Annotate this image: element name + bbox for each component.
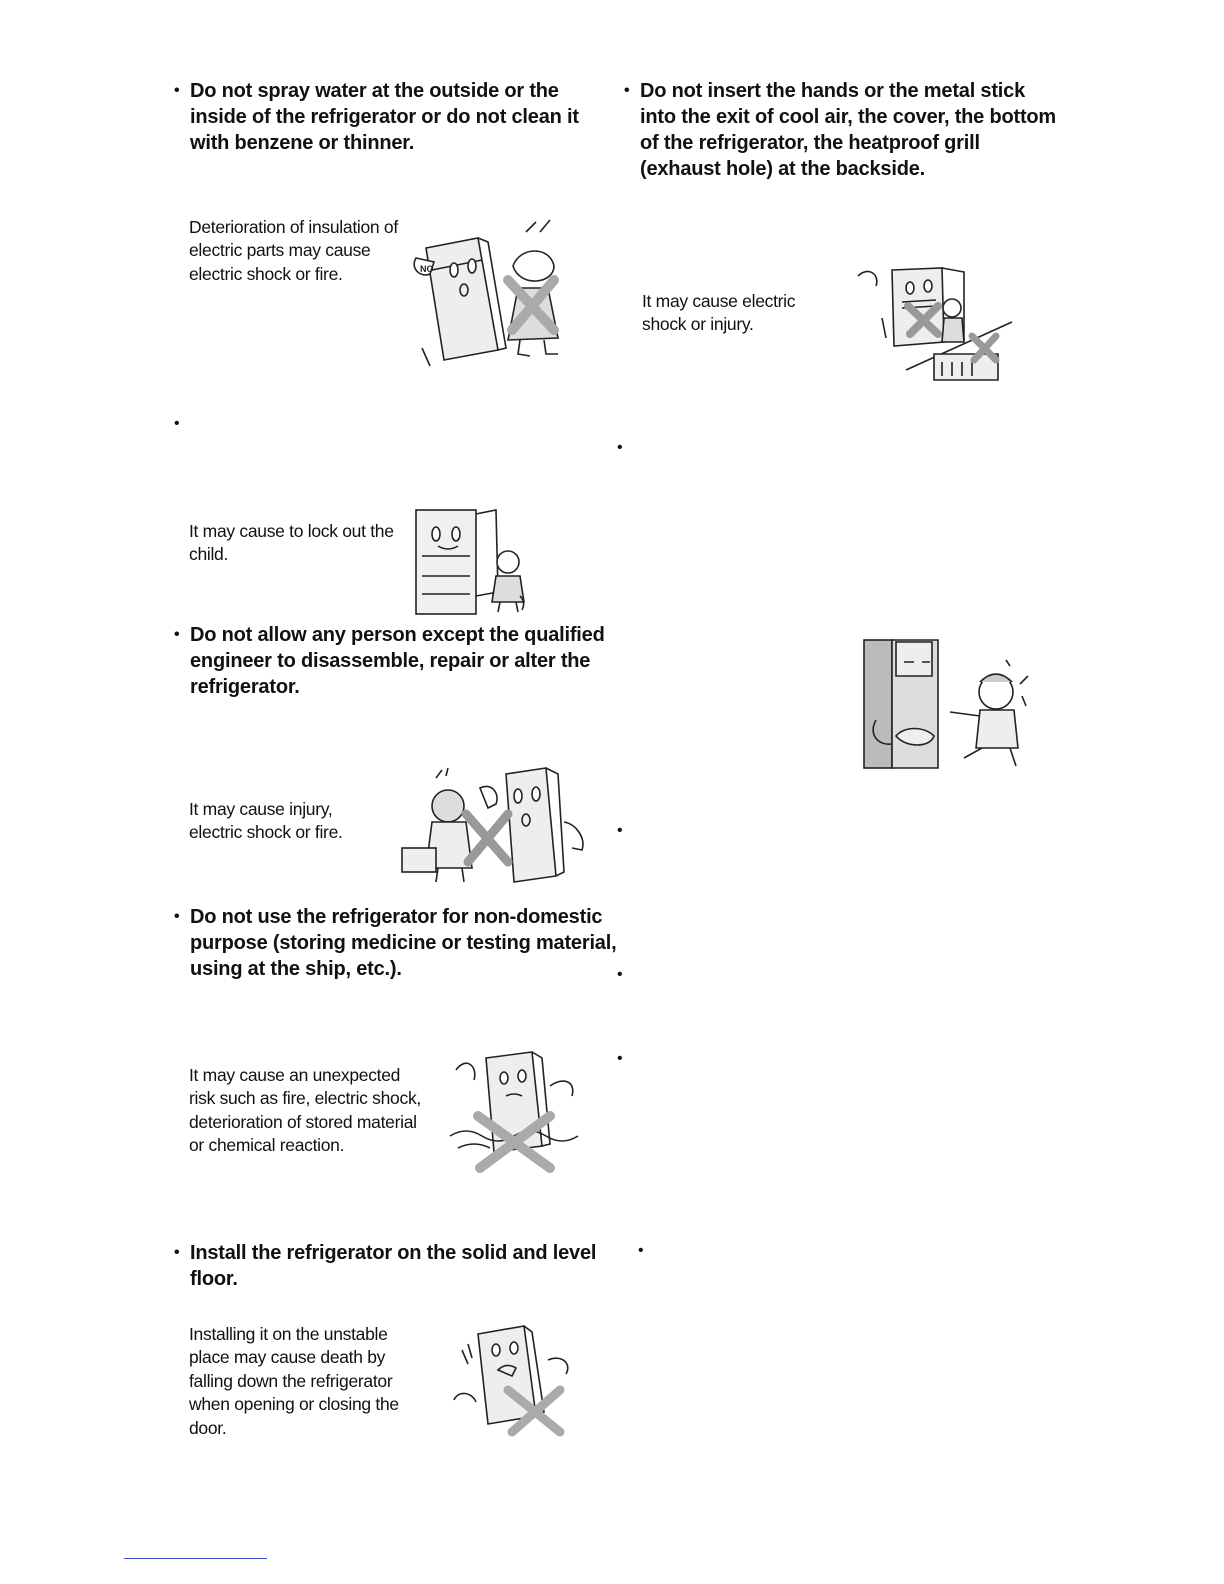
- child-in-refrigerator-illustration: [412, 506, 528, 616]
- no-hands-in-vents-illustration: [852, 262, 1014, 392]
- heading-text: Do not use the refrigerator for non-domestic purpose (storing medicine or testing material, using at the ship, etc.).: [190, 906, 617, 980]
- warning-heading-no-hands-in-vents: [624, 78, 1064, 182]
- bullet: •: [624, 82, 630, 99]
- heading-text: Do not spray water at the outside or the inside of the refrigerator or do not clean it with benzene or thinner.: [190, 80, 579, 154]
- empty-bullet-right-3: •: [617, 966, 623, 983]
- heading-text: Install the refrigerator on the solid and level floor.: [190, 1242, 597, 1290]
- empty-bullet-right-5: •: [638, 1242, 644, 1259]
- bullet: •: [174, 908, 180, 925]
- footer-rule: [124, 1558, 267, 1559]
- warning-body-no-hands-in-vents: It may cause electric shock or injury.: [642, 291, 796, 335]
- warning-body-no-disassemble: It may cause injury, electric shock or fire.: [189, 799, 343, 843]
- unstable-floor-illustration: [448, 1320, 576, 1438]
- warning-body-non-domestic: It may cause an unexpected risk such as fire, electric shock, deterioration of stored material or chemical reaction.: [189, 1065, 421, 1156]
- empty-bullet-right-4: •: [617, 1050, 623, 1067]
- non-domestic-use-illustration: [446, 1046, 584, 1174]
- no-disassemble-illustration: [396, 764, 594, 888]
- heading-text: Do not insert the hands or the metal stick into the exit of cool air, the cover, the bottom of the refrigerator, the heatproof grill (exhaust hole) at the backside.: [640, 80, 1057, 180]
- warning-heading-solid-floor: [174, 1240, 630, 1292]
- empty-bullet-right-2: •: [617, 822, 623, 839]
- bullet: •: [174, 82, 180, 99]
- girl-pointing-at-refrigerator-illustration: [860, 636, 1032, 774]
- bullet: •: [174, 626, 180, 643]
- refrigerator-no-spray-illustration: [408, 218, 568, 370]
- warning-heading-non-domestic: [174, 904, 630, 982]
- warning-heading-no-spray: [174, 78, 620, 156]
- empty-bullet-right-1: •: [617, 439, 623, 456]
- svg-text:NO: NO: [420, 264, 434, 274]
- warning-body-no-spray: Deterioration of insulation of electric parts may cause electric shock or fire.: [189, 217, 398, 284]
- empty-bullet-left-1: •: [174, 415, 180, 432]
- warning-body-child-lock: It may cause to lock out the child.: [189, 521, 394, 565]
- bullet: •: [174, 1244, 180, 1261]
- warning-body-solid-floor: Installing it on the unstable place may cause death by falling down the refrigerator when opening or closing the door.: [189, 1324, 399, 1438]
- heading-text: Do not allow any person except the qualified engineer to disassemble, repair or alter the refrigerator.: [190, 624, 605, 698]
- warning-heading-no-disassemble: [174, 622, 630, 700]
